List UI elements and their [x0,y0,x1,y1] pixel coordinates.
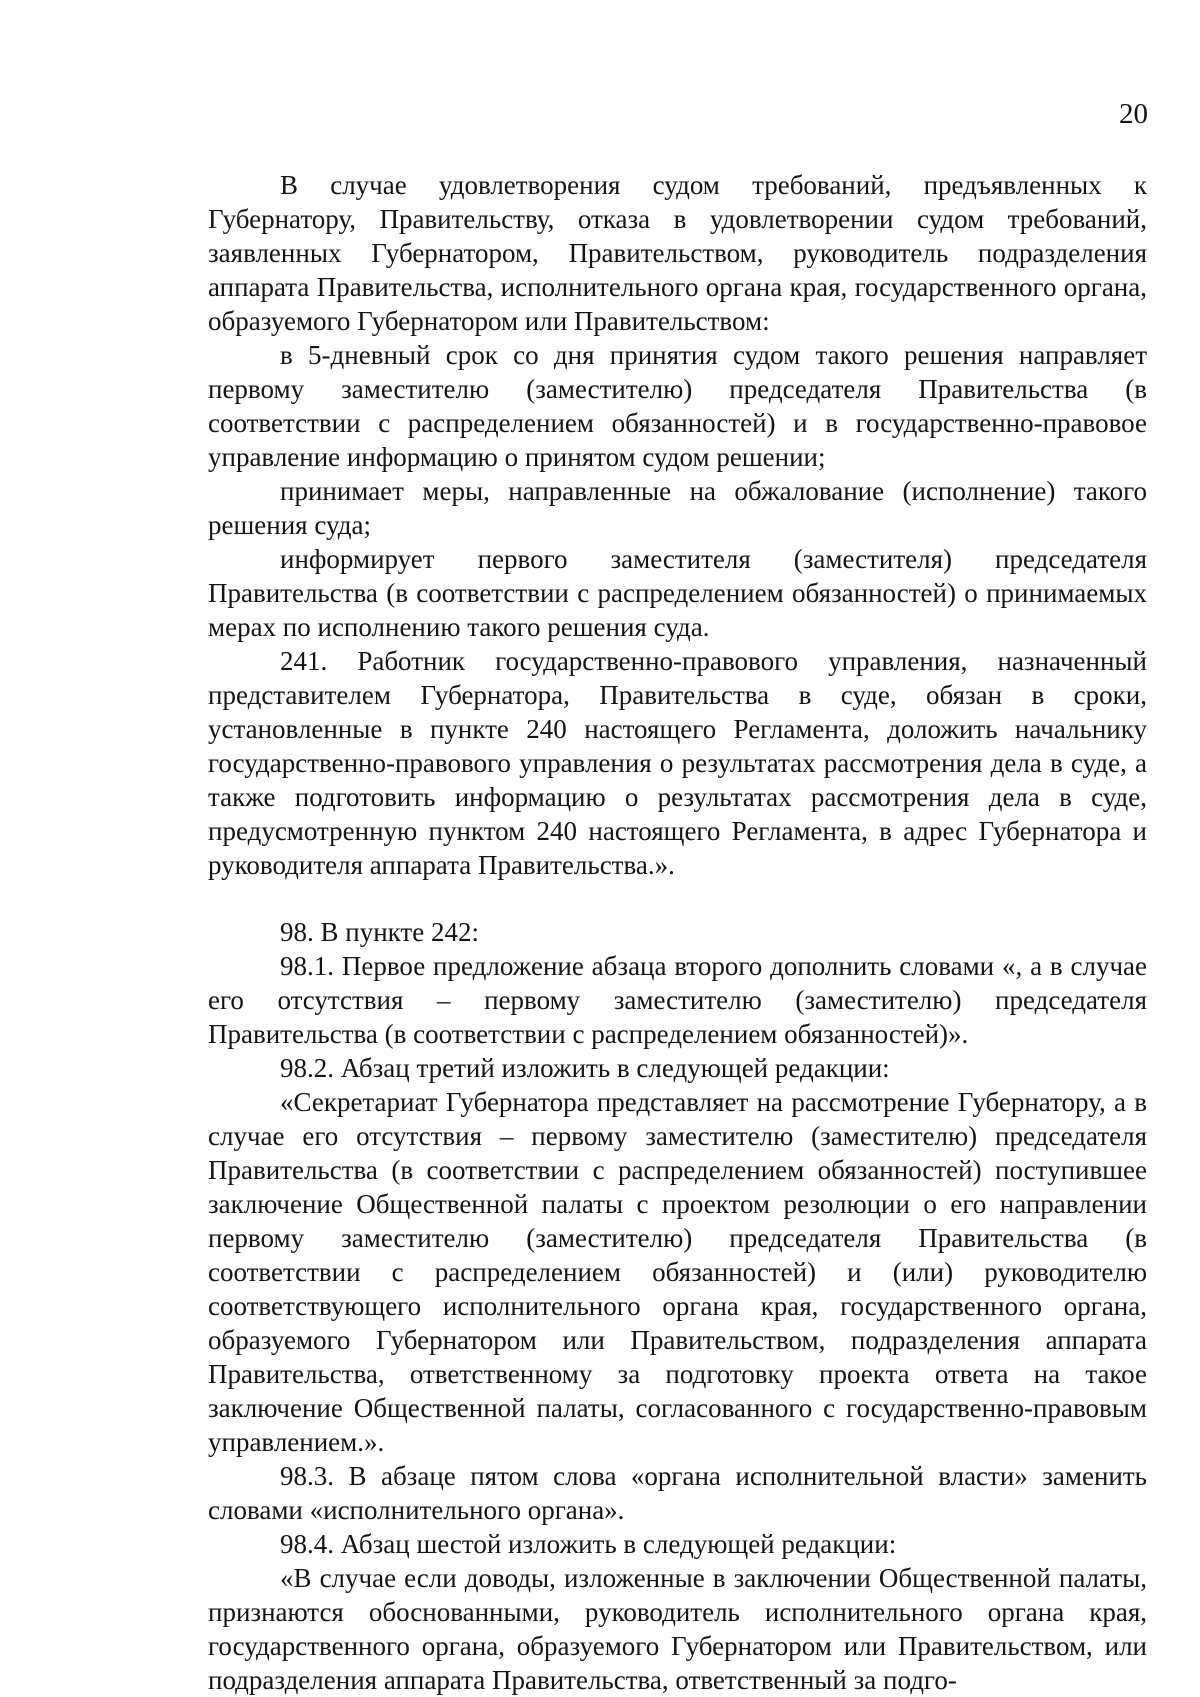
paragraph-item-98-3: 98.3. В абзаце пятом слова «органа исполнительной власти» заменить словами «исполнительного органа». [208,1461,1147,1525]
page-number: 20 [1119,98,1148,130]
paragraph-appeal-measures: принимает меры, направленные на обжалование (исполнение) такого решения суда; [208,476,1147,540]
paragraph-court-decision-intro: В случае удовлетворения судом требований, предъявленных к Губернатору, Правительству, отказа в удовлетворении судом требований, заявленных Губернатором, Правительством, руководитель подразделения аппарата Правительства, исполнительного органа края, государственного органа, образуемого Губернатором или Правительством: [208,170,1147,336]
paragraph-item-98-1: 98.1. Первое предложение абзаца второго дополнить словами «, а в случае его отсутствия – первому заместителю (заместителю) председателя Правительства (в соответствии с распределением обязанностей)». [208,951,1147,1049]
paragraph-item-98-2: 98.2. Абзац третий изложить в следующей редакции: [280,1053,890,1083]
paragraph-secretariat-quote: «Секретариат Губернатора представляет на рассмотрение Губернатору, а в случае его отсутствия – первому заместителю (заместителю) председателя Правительства (в соответствии с распределением обязанностей) поступившее заключение Общественной палаты с проектом резолюции о его направлении первому заместителю (заместителю) председателя Правительства (в соответствии с распределением обязанностей) и (или) руководителю соответствующего исполнительного органа края, государственного органа, образуемого Губернатором или Правительством, подразделения аппарата Правительства, ответственному за подготовку проекта ответа на такое заключение Общественной палаты, согласованного с государственно-правовым управлением.». [208,1087,1147,1457]
paragraph-five-day-notice: в 5-дневный срок со дня принятия судом такого решения направляет первому заместителю (заместителю) председателя Правительства (в соответствии с распределением обязанностей) и в государственно-правовое управление информацию о принятом судом решении; [208,340,1147,472]
paragraph-item-98: 98. В пункте 242: [280,917,479,947]
paragraph-public-chamber-quote: «В случае если доводы, изложенные в заключении Общественной палаты, признаются обоснованными, руководитель исполнительного органа края, государственного органа, образуемого Губернатором или Правительством, или подразделения аппарата Правительства, ответственный за подго- [208,1563,1147,1695]
paragraph-item-98-4: 98.4. Абзац шестой изложить в следующей редакции: [280,1529,897,1559]
paragraph-inform-deputy: информирует первого заместителя (заместителя) председателя Правительства (в соответствии с распределением обязанностей) о принимаемых мерах по исполнению такого решения суда. [208,544,1147,642]
paragraph-item-241: 241. Работник государственно-правового управления, назначенный представителем Губернатора, Правительства в суде, обязан в сроки, установленные в пункте 240 настоящего Регламента, доложить начальнику государственно-правового управления о результатах рассмотрения дела в суде, а также подготовить информацию о результатах рассмотрения дела в суде, предусмотренную пунктом 240 настоящего Регламента, в адрес Губернатора и руководителя аппарата Правительства.». [208,646,1147,880]
document-body [208,168,1147,1697]
